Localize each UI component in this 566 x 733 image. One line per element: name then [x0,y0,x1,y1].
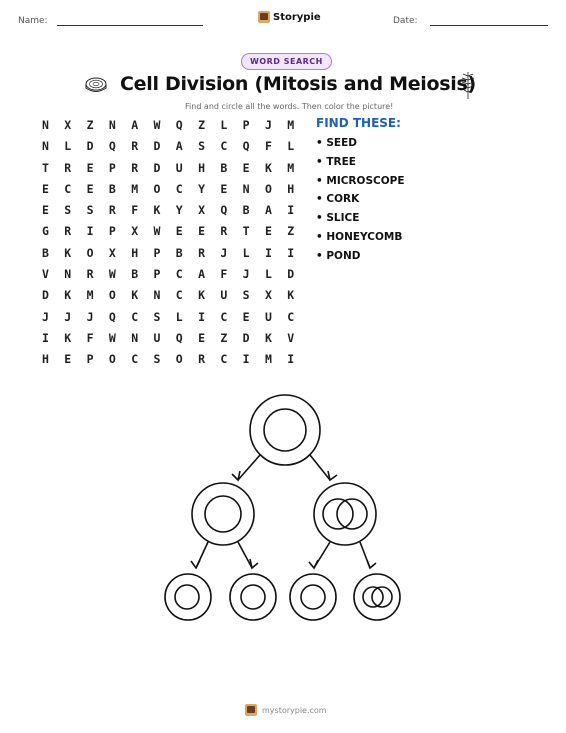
granddaughter-cell-2 [230,574,276,620]
footer-url[interactable]: mystorypie.com [262,705,327,715]
grid-letter[interactable]: N [42,118,49,132]
grid-letter[interactable]: H [131,245,139,260]
grid-letter[interactable]: E [242,160,250,175]
instructions: Find and circle all the words. Then color the picture! [185,102,394,111]
granddaughter-nucleus-3 [301,585,325,609]
grid-letter[interactable]: R [131,160,139,175]
grid-letter[interactable]: O [175,352,183,367]
grid-letter[interactable]: E [64,352,72,367]
grid-letter[interactable]: X [264,288,272,303]
grid-letter[interactable]: R [131,139,139,154]
grid-letter[interactable]: Z [198,118,206,132]
grid-letter[interactable]: O [153,181,161,196]
grid-letter[interactable]: S [198,139,206,154]
grid-letter[interactable]: Y [175,203,183,218]
word-list [316,137,405,269]
grid-letter[interactable]: P [153,267,161,282]
grid-letter[interactable]: I [42,330,49,345]
grid-letter[interactable]: L [64,139,72,154]
date-label: Date: [393,16,418,26]
grid-letter[interactable]: R [220,224,228,239]
grid-letter[interactable]: A [131,118,139,132]
grid-letter[interactable]: Q [108,139,116,154]
grid-letter[interactable]: K [287,288,295,303]
grid-letter[interactable]: M [264,352,272,367]
grid-letter[interactable]: E [175,224,183,239]
grid-letter[interactable]: K [153,203,161,218]
grid-letter[interactable]: W [108,267,116,282]
grid-letter[interactable]: S [153,309,161,324]
grid-letter[interactable]: U [175,160,183,175]
grid-letter[interactable]: E [198,224,206,239]
granddaughter-cell-4 [354,574,400,620]
grid-letter[interactable]: E [220,181,228,196]
grid-letter[interactable]: U [264,309,272,324]
grid-letter[interactable]: E [198,330,206,345]
grid-letter[interactable]: G [42,224,49,239]
grid-letter[interactable]: J [86,309,94,324]
grid-letter[interactable]: J [264,118,272,132]
grid-letter[interactable]: I [198,309,206,324]
grid-letter[interactable]: W [108,330,116,345]
page-title: Cell Division (Mitosis and Meiosis) [120,73,476,95]
grid-letter[interactable]: J [242,267,250,282]
grid-letter[interactable]: B [220,160,228,175]
grid-letter[interactable]: M [287,118,295,132]
grid-letter[interactable]: J [220,245,228,260]
name-line[interactable] [57,25,203,26]
daughter-nucleus-left [205,496,241,532]
leaf-sprig-icon [459,70,477,100]
grid-letter[interactable]: B [42,245,49,260]
letter-grid [42,118,310,374]
granddaughter-cell-1 [165,574,211,620]
grid-letter[interactable]: M [287,160,295,175]
grid-letter[interactable]: R [198,352,206,367]
brand-name: Storypie [273,11,321,23]
granddaughter-nucleus-2 [241,585,265,609]
daughter-nucleus-right-a [323,499,353,529]
word-list-item: • SEED [316,137,357,149]
parent-cell [250,395,320,465]
grid-letter[interactable]: P [86,352,94,367]
grid-letter[interactable]: D [86,139,94,154]
grid-letter[interactable]: F [86,330,94,345]
grid-letter[interactable]: K [64,330,72,345]
grid-letter[interactable]: X [108,245,116,260]
find-these-title: FIND THESE: [316,116,401,130]
grid-letter[interactable]: K [64,245,72,260]
word-list-item: • CORK [316,193,360,206]
grid-letter[interactable]: D [42,288,49,303]
grid-letter[interactable]: I [242,352,250,367]
storypie-footer-icon [245,704,257,716]
grid-letter[interactable]: B [108,181,116,196]
grid-letter[interactable]: J [42,309,49,324]
grid-letter[interactable]: L [287,139,295,154]
grid-letter[interactable]: C [131,309,139,324]
grid-letter[interactable]: N [153,288,161,303]
granddaughter-nucleus-4a [363,587,383,607]
grid-letter[interactable]: C [220,352,228,367]
word-list-item: • SLICE [316,212,360,225]
grid-letter[interactable]: T [42,160,49,175]
grid-letter[interactable]: P [108,224,116,239]
grid-letter[interactable]: E [42,203,49,218]
grid-letter[interactable]: F [264,139,272,154]
grid-letter[interactable]: Q [175,330,183,345]
storypie-logo-icon [258,11,270,23]
grid-letter[interactable]: S [153,352,161,367]
grid-letter[interactable]: O [108,352,116,367]
name-label: Name: [18,16,48,26]
grid-letter[interactable]: R [64,160,72,175]
daughter-nucleus-right-b [337,499,367,529]
grid-letter[interactable]: V [287,330,295,345]
grid-letter[interactable]: R [86,267,94,282]
grid-letter[interactable]: K [131,288,139,303]
grid-letter[interactable]: W [153,224,161,239]
grid-letter[interactable]: B [131,267,139,282]
grid-letter[interactable]: T [242,224,250,239]
grid-letter[interactable]: E [86,160,94,175]
grid-letter[interactable]: C [175,267,183,282]
grid-letter[interactable]: Q [108,309,116,324]
cell-division-diagram [160,390,410,630]
grid-letter[interactable]: C [64,181,72,196]
grid-letter[interactable]: D [287,267,295,282]
grid-letter[interactable]: K [64,288,72,303]
grid-letter[interactable]: K [264,160,272,175]
grid-letter[interactable]: C [220,309,228,324]
grid-letter[interactable]: B [175,245,183,260]
footer [245,704,327,716]
grid-letter[interactable]: B [242,203,250,218]
grid-letter[interactable]: Z [220,330,228,345]
grid-letter[interactable]: K [264,330,272,345]
grid-letter[interactable]: A [198,267,206,282]
word-list-item: • MICROSCOPE [316,174,405,187]
grid-letter[interactable]: R [198,245,206,260]
grid-letter[interactable]: Z [287,224,295,239]
grid-letter[interactable]: R [108,203,116,218]
grid-letter[interactable]: C [175,181,183,196]
grid-letter[interactable]: L [175,309,183,324]
grid-letter[interactable]: U [153,330,161,345]
grid-letter[interactable]: I [264,245,272,260]
grid-letter[interactable]: K [198,288,206,303]
grid-letter[interactable]: I [86,224,94,239]
grid-letter[interactable]: F [131,203,139,218]
date-line[interactable] [430,25,548,26]
word-list-item: • POND [316,249,361,262]
grid-letter[interactable]: Q [175,118,183,132]
grid-letter[interactable]: A [175,139,183,154]
grid-letter[interactable]: E [242,309,250,324]
grid-letter[interactable]: X [198,203,206,218]
word-list-item: • HONEYCOMB [316,230,403,243]
grid-letter[interactable]: Y [198,181,206,196]
grid-letter[interactable]: N [64,267,72,282]
grid-letter[interactable]: M [131,181,139,196]
grid-letter[interactable]: X [131,224,139,239]
grid-letter[interactable]: H [42,352,49,367]
grid-letter[interactable]: I [287,352,295,367]
grid-letter[interactable]: L [264,267,272,282]
granddaughter-nucleus-1 [175,585,199,609]
grid-letter[interactable]: R [64,224,72,239]
grid-letter[interactable]: C [287,309,295,324]
grid-letter[interactable]: I [287,245,295,260]
grid-letter[interactable]: W [153,118,161,132]
grid-letter[interactable]: E [264,224,272,239]
grid-letter[interactable]: S [242,288,250,303]
word-list-item: • TREE [316,155,356,168]
grid-letter[interactable]: I [287,203,295,218]
word-search-badge: WORD SEARCH [241,53,332,70]
grid-letter[interactable]: U [220,288,228,303]
daughter-cell-left [192,483,254,545]
granddaughter-cell-3 [290,574,336,620]
grid-letter[interactable]: Q [242,139,250,154]
grid-letter[interactable]: S [86,203,94,218]
grid-letter[interactable]: E [42,181,49,196]
grid-letter[interactable]: A [264,203,272,218]
grid-letter[interactable]: H [198,160,206,175]
grid-letter[interactable]: M [86,288,94,303]
grid-letter[interactable]: Q [220,203,228,218]
grid-letter[interactable]: C [131,352,139,367]
grid-letter[interactable]: Z [86,118,94,132]
grid-letter[interactable]: D [153,139,161,154]
grid-letter[interactable]: P [153,245,161,260]
grid-letter[interactable]: O [86,245,94,260]
grid-letter[interactable]: O [108,288,116,303]
parent-nucleus [264,409,306,451]
grid-letter[interactable]: N [42,139,49,154]
tree-slice-icon [85,76,107,96]
grid-letter[interactable]: J [64,309,72,324]
brand [258,11,321,23]
grid-letter[interactable]: N [242,181,250,196]
grid-letter[interactable]: H [287,181,295,196]
grid-letter[interactable]: L [242,245,250,260]
grid-letter[interactable]: P [242,118,250,132]
grid-letter[interactable]: D [242,330,250,345]
grid-letter[interactable]: E [86,181,94,196]
grid-letter[interactable]: N [108,118,116,132]
grid-letter[interactable]: V [42,267,49,282]
granddaughter-nucleus-4b [372,587,392,607]
grid-letter[interactable]: C [220,139,228,154]
grid-letter[interactable]: P [108,160,116,175]
grid-letter[interactable]: L [220,118,228,132]
grid-letter[interactable]: O [264,181,272,196]
grid-letter[interactable]: F [220,267,228,282]
grid-letter[interactable]: D [153,160,161,175]
grid-letter[interactable]: N [131,330,139,345]
grid-letter[interactable]: S [64,203,72,218]
grid-letter[interactable]: C [175,288,183,303]
grid-letter[interactable]: X [64,118,72,132]
